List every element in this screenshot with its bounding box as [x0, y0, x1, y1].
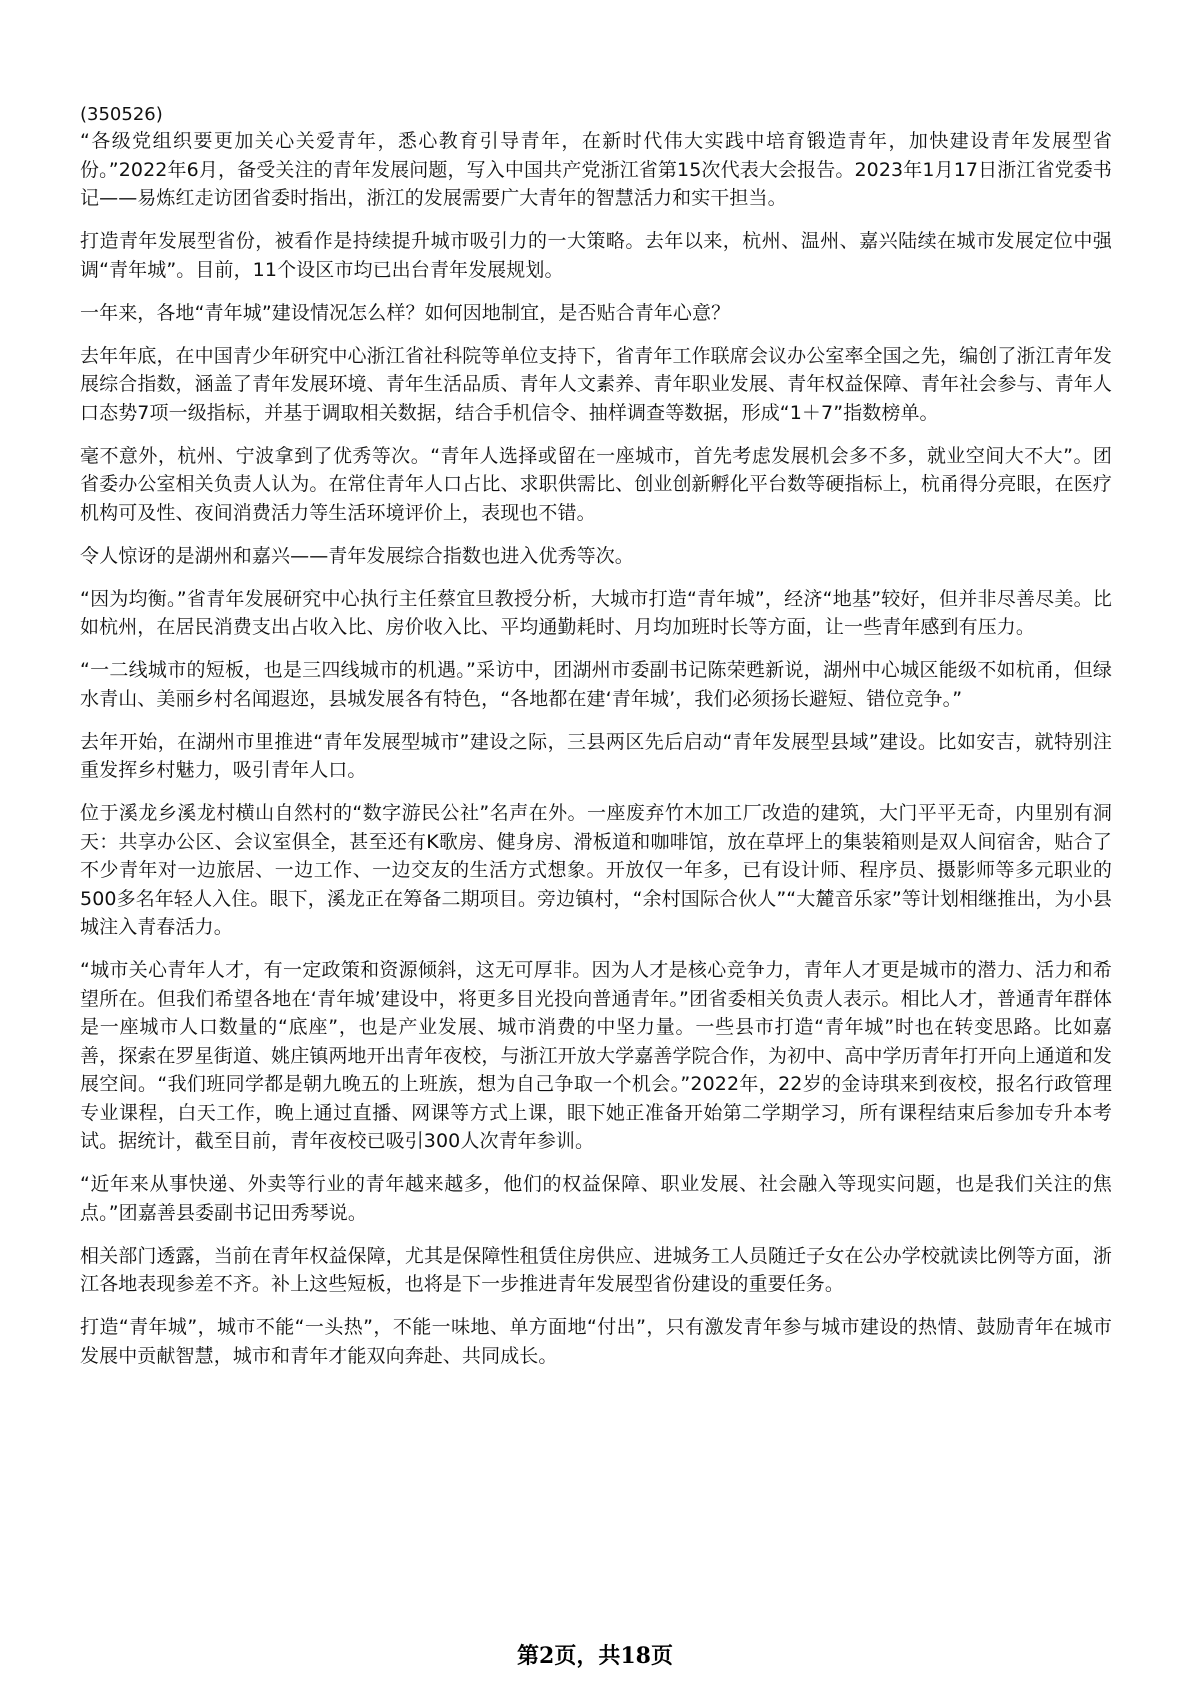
paragraph: 去年年底，在中国青少年研究中心浙江省社科院等单位支持下，省青年工作联席会议办公室率全国之先，编创了浙江青年发展综合指数，涵盖了青年发展环境、青年生活品质、青年人文素养、青年职业发展、青年权益保障、青年社会参与、青年人口态势7项一级指标，并基于调取相关数据，结合手机信令、抽样调查等数据，形成“1＋7”指数榜单。 — [80, 344, 1112, 424]
paragraph: 毫不意外，杭州、宁波拿到了优秀等次。“青年人选择或留在一座城市，首先考虑发展机会多不多，就业空间大不大”。团省委办公室相关负责人认为。在常住青年人口占比、求职供需比、创业创新孵化平台数等硬指标上，杭甬得分亮眼，在医疗机构可及性、夜间消费活力等生活环境评价上，表现也不错。 — [80, 444, 1112, 524]
paragraph: 一年来，各地“青年城”建设情况怎么样？如何因地制宜，是否贴合青年心意？ — [80, 301, 731, 324]
paragraph: 令人惊讶的是湖州和嘉兴——青年发展综合指数也进入优秀等次。 — [80, 544, 634, 567]
paragraph: “各级党组织要更加关心关爱青年，悉心教育引导青年，在新时代伟大实践中培育锻造青年，加快建设青年发展型省份。”2022年6月，备受关注的青年发展问题，写入中国共产党浙江省第15次代表大会报告。2023年1月17日浙江省党委书记——易炼红走访团省委时指出，浙江的发展需要广大青年的智慧活力和实干担当。 — [80, 130, 1112, 209]
paragraph: 去年开始，在湖州市里推进“青年发展型城市”建设之际，三县两区先后启动“青年发展型县域”建设。比如安吉，就特别注重发挥乡村魅力，吸引青年人口。 — [80, 730, 1112, 781]
paragraph: 相关部门透露，当前在青年权益保障，尤其是保障性租赁住房供应、进城务工人员随迁子女在公办学校就读比例等方面，浙江各地表现参差不齐。补上这些短板，也将是下一步推进青年发展型省份建设的重要任务。 — [80, 1244, 1112, 1295]
page-number-footer: 第2页，共18页 — [517, 1643, 673, 1669]
paragraph: “因为均衡。”省青年发展研究中心执行主任蔡宜旦教授分析，大城市打造“青年城”，经济“地基”较好，但并非尽善尽美。比如杭州，在居民消费支出占收入比、房价收入比、平均通勤耗时、月均加班时长等方面，让一些青年感到有压力。 — [80, 587, 1112, 638]
paragraph: “城市关心青年人才，有一定政策和资源倾斜，这无可厚非。因为人才是核心竞争力，青年人才更是城市的潜力、活力和希望所在。但我们希望各地在‘青年城’建设中，将更多目光投向普通青年。”团省委相关负责人表示。相比人才，普通青年群体是一座城市人口数量的“底座”，也是产业发展、城市消费的中坚力量。一些县市打造“青年城”时也在转变思路。比如嘉善，探索在罗星街道、姚庄镇两地开出青年夜校，与浙江开放大学嘉善学院合作，为初中、高中学历青年打开向上通道和发展空间。“我们班同学都是朝九晚五的上班族，想为自己争取一个机会。”2022年，22岁的金诗琪来到夜校，报名行政管理专业课程，白天工作，晚上通过直播、网课等方式上课，眼下她正准备开始第二学期学习，所有课程结束后参加专升本考试。据统计，截至目前，青年夜校已吸引300人次青年参训。 — [80, 959, 1112, 1152]
paragraph: “近年来从事快递、外卖等行业的青年越来越多，他们的权益保障、职业发展、社会融入等现实问题，也是我们关注的焦点。”团嘉善县委副书记田秀琴说。 — [80, 1173, 1112, 1224]
document-code: (350526) — [80, 104, 163, 125]
paragraph: 打造“青年城”，城市不能“一头热”，不能一味地、单方面地“付出”，只有激发青年参与城市建设的热情、鼓励青年在城市发展中贡献智慧，城市和青年才能双向奔赴、共同成长。 — [80, 1316, 1112, 1367]
article-body — [80, 102, 1112, 1385]
paragraph: “一二线城市的短板，也是三四线城市的机遇。”采访中，团湖州市委副书记陈荣甦新说，湖州中心城区能级不如杭甬，但绿水青山、美丽乡村名闻遐迩，县城发展各有特色，“各地都在建‘青年城’，我们必须扬长避短、错位竞争。” — [80, 659, 1112, 710]
paragraph: 位于溪龙乡溪龙村横山自然村的“数字游民公社”名声在外。一座废弃竹木加工厂改造的建筑，大门平平无奇，内里别有洞天：共享办公区、会议室俱全，甚至还有K歌房、健身房、滑板道和咖啡馆，放在草坪上的集装箱则是双人间宿舍，贴合了不少青年对一边旅居、一边工作、一边交友的生活方式想象。开放仅一年多，已有设计师、程序员、摄影师等多元职业的500多名年轻人入住。眼下，溪龙正在筹备二期项目。旁边镇村，“余村国际合伙人”“大麓音乐家”等计划相继推出，为小县城注入青春活力。 — [80, 802, 1112, 938]
paragraph: 打造青年发展型省份，被看作是持续提升城市吸引力的一大策略。去年以来，杭州、温州、嘉兴陆续在城市发展定位中强调“青年城”。目前，11个设区市均已出台青年发展规划。 — [80, 230, 1112, 281]
